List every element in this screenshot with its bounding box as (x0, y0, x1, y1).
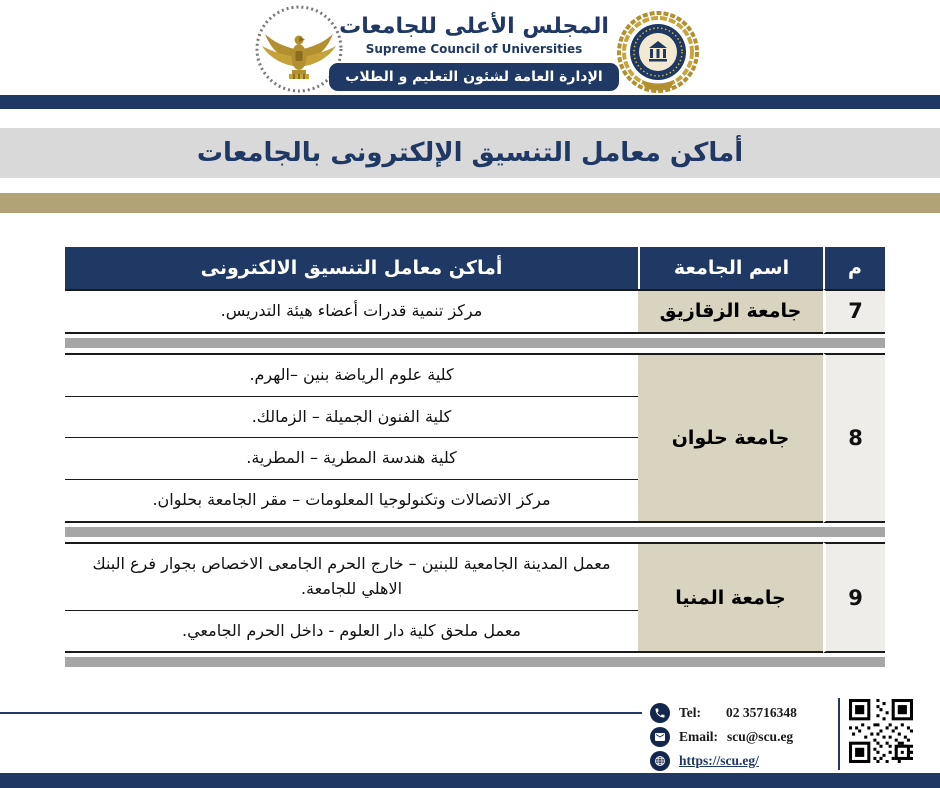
globe-icon (650, 751, 670, 771)
page-title: أماكن معامل التنسيق الإلكترونى بالجامعات (196, 138, 744, 168)
tel-label: Tel: (679, 704, 702, 720)
contact-website-row (650, 750, 836, 771)
col-header-locations: أماكن معامل التنسيق الالكترونى (65, 247, 638, 289)
org-name-english: Supreme Council of Universities (365, 42, 583, 57)
table-row-helwan (65, 353, 885, 397)
title-accent-bar (0, 193, 940, 213)
header (0, 0, 940, 95)
footer-divider (838, 698, 840, 770)
table-row-zagazig (65, 289, 885, 334)
email-label: Email: (679, 728, 718, 744)
qr-code (849, 699, 913, 763)
row-number: 9 (823, 542, 885, 653)
location-cell: كلية الفنون الجميلة – الزمالك. (65, 397, 638, 439)
row-number: 8 (823, 353, 885, 523)
location-cell: معمل المدينة الجامعية للبنين – خارج الحرم الجامعى الاخصاص بجوار فرع البنك الاهلي للجامعة. (65, 542, 638, 611)
col-header-university: اسم الجامعة (638, 247, 823, 289)
table-header-row (65, 247, 885, 289)
org-name-arabic: المجلس الأعلى للجامعات (339, 14, 609, 39)
row-number: 7 (823, 289, 885, 334)
location-cell: كلية علوم الرياضة بنين –الهرم. (65, 353, 638, 397)
tel-value: 02 35716348 (726, 704, 797, 720)
phone-icon (650, 703, 670, 723)
email-value: scu@scu.eg (727, 728, 794, 744)
org-title-block (338, 14, 610, 91)
university-name: جامعة الزقازيق (638, 289, 823, 334)
location-cell: معمل ملحق كلية دار العلوم - داخل الحرم الجامعي. (65, 611, 638, 654)
table-row-minia (65, 542, 885, 611)
separator-row (65, 653, 885, 672)
location-cell: مركز الاتصالات وتكنولوجيا المعلومات – مقر الجامعة بحلوان. (65, 480, 638, 523)
university-name: جامعة حلوان (638, 353, 823, 523)
table-container (65, 247, 885, 672)
contact-block (650, 702, 836, 774)
footer-rule (0, 712, 642, 714)
university-name: جامعة المنيا (638, 542, 823, 653)
contact-phone-row (650, 702, 836, 723)
website-link[interactable]: https://scu.eg/ (679, 752, 759, 768)
department-banner: الإدارة العامة لشئون التعليم و الطلاب (329, 63, 618, 91)
email-icon (650, 727, 670, 747)
header-divider-bar (0, 95, 940, 109)
separator-row (65, 523, 885, 542)
universities-table (65, 247, 885, 672)
scu-seal-logo (616, 10, 700, 94)
footer-bar (0, 773, 940, 788)
contact-email-row (650, 726, 836, 747)
title-bar (0, 128, 940, 178)
separator-row (65, 334, 885, 353)
location-cell: مركز تنمية قدرات أعضاء هيئة التدريس. (65, 289, 638, 334)
col-header-number: م (823, 247, 885, 289)
location-cell: كلية هندسة المطرية – المطرية. (65, 438, 638, 480)
